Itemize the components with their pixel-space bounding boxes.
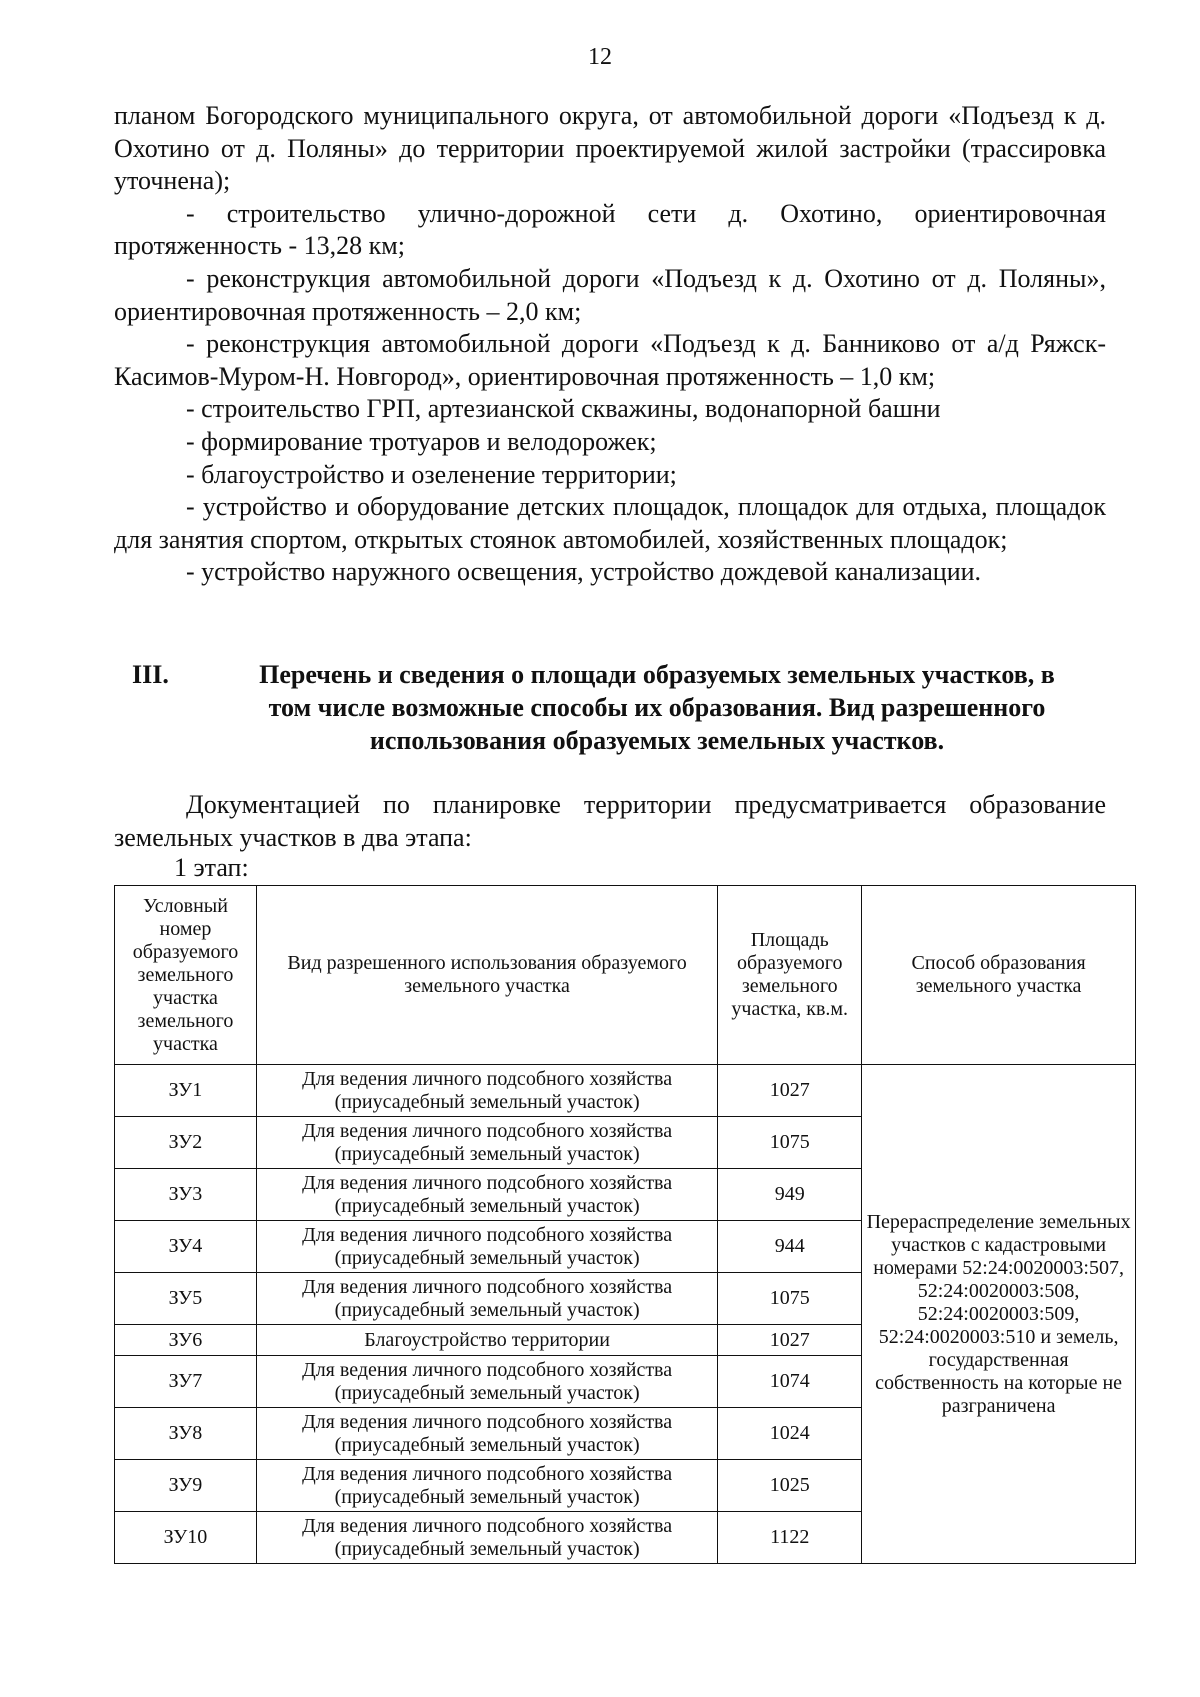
land-plots-table bbox=[114, 885, 1136, 1564]
body-text bbox=[114, 100, 1106, 589]
plot-use: Благоустройство территории bbox=[256, 1325, 717, 1356]
plot-id: ЗУ4 bbox=[115, 1221, 257, 1273]
table-row bbox=[115, 1065, 1136, 1117]
header-area: Площадь образуемого земельного участка, кв.м. bbox=[718, 886, 862, 1065]
plot-use: Для ведения личного подсобного хозяйства (приусадебный земельный участок) bbox=[256, 1117, 717, 1169]
header-formation-method: Способ образования земельного участка bbox=[862, 886, 1136, 1065]
plot-id: ЗУ9 bbox=[115, 1460, 257, 1512]
plot-area: 1027 bbox=[718, 1325, 862, 1356]
plot-use: Для ведения личного подсобного хозяйства (приусадебный земельный участок) bbox=[256, 1221, 717, 1273]
plot-use: Для ведения личного подсобного хозяйства (приусадебный земельный участок) bbox=[256, 1408, 717, 1460]
plot-use: Для ведения личного подсобного хозяйства (приусадебный земельный участок) bbox=[256, 1169, 717, 1221]
plot-id: ЗУ6 bbox=[115, 1325, 257, 1356]
paragraph: - формирование тротуаров и велодорожек; bbox=[186, 426, 657, 456]
plot-area: 1027 bbox=[718, 1065, 862, 1117]
plot-id: ЗУ1 bbox=[115, 1065, 257, 1117]
section-heading bbox=[114, 658, 1106, 757]
paragraph: планом Богородского муниципального округа, от автомобильной дороги «Подъезд к д. Охотино от д. Поляны» до территории проектируемой жилой застройки (трассировка уточнена); bbox=[114, 101, 1106, 196]
plot-area: 949 bbox=[718, 1169, 862, 1221]
plot-id: ЗУ2 bbox=[115, 1117, 257, 1169]
plot-use: Для ведения личного подсобного хозяйства (приусадебный земельный участок) bbox=[256, 1460, 717, 1512]
plot-area: 1025 bbox=[718, 1460, 862, 1512]
plot-use: Для ведения личного подсобного хозяйства (приусадебный земельный участок) bbox=[256, 1512, 717, 1564]
section-number: III. bbox=[132, 660, 169, 689]
paragraph: - реконструкция автомобильной дороги «Подъезд к д. Охотино от д. Поляны», ориентировочная протяженность – 2,0 км; bbox=[114, 263, 1106, 326]
header-permitted-use: Вид разрешенного использования образуемого земельного участка bbox=[256, 886, 717, 1065]
plot-use: Для ведения личного подсобного хозяйства (приусадебный земельный участок) bbox=[256, 1356, 717, 1408]
paragraph: - устройство и оборудование детских площадок, площадок для отдыха, площадок для занятия спортом, открытых стоянок автомобилей, хозяйственных площадок; bbox=[114, 492, 1106, 554]
plot-use: Для ведения личного подсобного хозяйства (приусадебный земельный участок) bbox=[256, 1065, 717, 1117]
paragraph: - строительство улично-дорожной сети д. Охотино, ориентировочная протяженность - 13,28 км; bbox=[114, 198, 1106, 261]
section-title-line: использования образуемых земельных участков. bbox=[369, 726, 945, 755]
plot-id: ЗУ3 bbox=[115, 1169, 257, 1221]
paragraph: - благоустройство и озеленение территории; bbox=[186, 459, 677, 489]
plot-area: 1074 bbox=[718, 1356, 862, 1408]
header-plot-number: Условный номер образуемого земельного участка земельного участка bbox=[115, 886, 257, 1065]
plot-id: ЗУ10 bbox=[115, 1512, 257, 1564]
intro-paragraph: Документацией по планировке территории предусматривается образование земельных участков в два этапа: bbox=[114, 790, 1106, 852]
plot-area: 1122 bbox=[718, 1512, 862, 1564]
stage-label: 1 этап: bbox=[174, 853, 249, 882]
page-number: 12 bbox=[588, 44, 612, 70]
plot-area: 944 bbox=[718, 1221, 862, 1273]
plot-area: 1075 bbox=[718, 1117, 862, 1169]
formation-method: Перераспределение земельных участков с кадастровыми номерами 52:24:0020003:507, 52:24:0020003:508, 52:24:0020003:509, 52:24:0020003:510 и земель, государственная собственность на которые не разграничена bbox=[862, 1065, 1136, 1564]
plot-area: 1075 bbox=[718, 1273, 862, 1325]
plot-id: ЗУ8 bbox=[115, 1408, 257, 1460]
plot-area: 1024 bbox=[718, 1408, 862, 1460]
plot-id: ЗУ7 bbox=[115, 1356, 257, 1408]
table-header-row bbox=[115, 886, 1136, 1065]
paragraph: - реконструкция автомобильной дороги «Подъезд к д. Банниково от а/д Ряжск-Касимов-Муром-Н. Новгород», ориентировочная протяженность – 1,0 км; bbox=[114, 329, 1106, 391]
section-title-line: Перечень и сведения о площади образуемых земельных участков, в bbox=[259, 660, 1055, 689]
section-title-line: том числе возможные способы их образования. Вид разрешенного bbox=[268, 693, 1046, 722]
plot-use: Для ведения личного подсобного хозяйства (приусадебный земельный участок) bbox=[256, 1273, 717, 1325]
plot-id: ЗУ5 bbox=[115, 1273, 257, 1325]
paragraph: - устройство наружного освещения, устройство дождевой канализации. bbox=[186, 557, 982, 587]
paragraph: - строительство ГРП, артезианской скважины, водонапорной башни bbox=[186, 394, 941, 424]
intro-text bbox=[114, 789, 1106, 854]
